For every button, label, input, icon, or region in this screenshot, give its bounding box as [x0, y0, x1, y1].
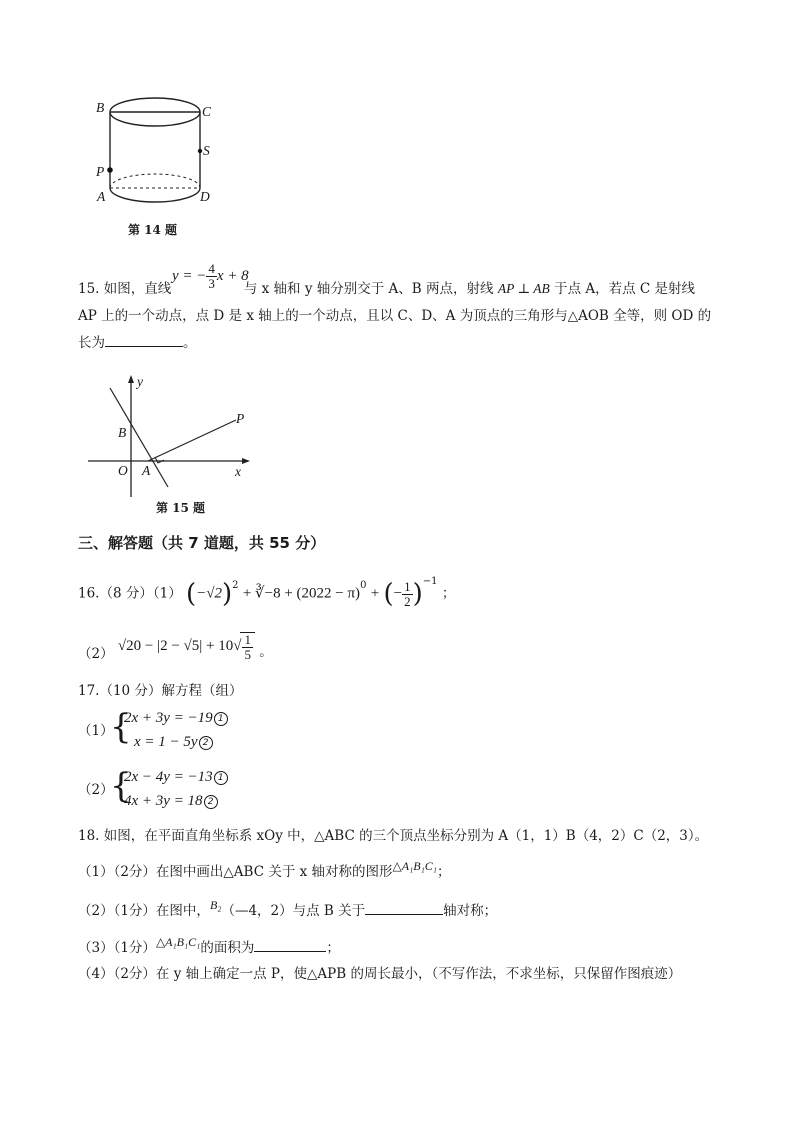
- q16-p2-fraction: [240, 632, 255, 662]
- q16-p2-expr: √20 − |2 − √5| + 10: [117, 638, 234, 654]
- q15-answer-blank[interactable]: [105, 332, 183, 347]
- q16-p2-label: （2）: [78, 646, 114, 662]
- q16-exp0: 0: [360, 580, 367, 591]
- q15-eq-rhs: x + 8: [216, 267, 249, 284]
- q18-p1-figure: △A₁B₁C₁: [392, 859, 437, 873]
- q15-eq-num: 4: [208, 261, 215, 276]
- q16-p2-end: 。: [259, 644, 273, 660]
- q18-p3-answer-blank[interactable]: [254, 937, 326, 952]
- q16-p1-fraction: [402, 580, 413, 609]
- q16-part2: （2） √20 − |2 − √5| + 10√ $\frac{1}{5}$ 。: [78, 631, 273, 662]
- q18-p1-text: （1）（2分）在图中画出△ABC 关于 x 轴对称的图形: [78, 864, 393, 880]
- q17-p1-eq2: x = 1 − 5y 2: [134, 734, 213, 751]
- q18-p3-figure: △A₁B₁C₁: [155, 935, 201, 949]
- q18-part2: [78, 900, 497, 921]
- q16-p1-a: −√2: [196, 585, 223, 602]
- label-P15: P: [236, 411, 245, 426]
- section-3-title: 三、解答题（共 7 道题，共 55 分）: [78, 534, 326, 552]
- q15-ap-ab: AP ⊥ AB: [497, 281, 550, 296]
- label-B15: B: [118, 425, 127, 440]
- q16-frac-num: 1: [404, 578, 411, 594]
- figure-14: [90, 88, 230, 238]
- q17-p2-eq1: 2x − 4y = −13 1: [124, 769, 228, 786]
- q18-part4: （4）（2分）在 y 轴上确定一点 P，使△APB 的周长最小，（不写作法，不求坐标，只保留作图痕迹）: [78, 966, 682, 982]
- q18-p3-text-b: 的面积为: [200, 940, 255, 956]
- q16-part1: 16.（8 分）（1） $(-√2)^2$ + ∛−8 + $(2022 - \pi)^0$ + (− $\frac{1}{2}$ )$^{-1}$ ；: [78, 576, 456, 609]
- q15-eq-den: 3: [208, 276, 215, 291]
- q17-p2-brace: {: [110, 766, 132, 806]
- q18-p2-answer-blank[interactable]: [365, 900, 443, 915]
- q16-p1-end: ；: [441, 585, 456, 602]
- label-A15: A: [142, 463, 151, 478]
- q15-line3: [78, 332, 197, 353]
- q18-p2-text-b: （—4，2）与点 B 关于: [221, 903, 366, 919]
- label-y: y: [137, 374, 143, 389]
- q18-part3: [78, 937, 340, 958]
- q18-p1-end: ；: [436, 864, 451, 880]
- q15-line3-end: 。: [183, 335, 197, 351]
- q15-line2: AP 上的一个动点，点 D 是 x 轴上的一个动点，且以 C、D、A 为顶点的三角形与△AOB 全等，则 OD 的: [78, 308, 712, 324]
- q16-exp2: 2: [232, 580, 239, 591]
- figure-14-caption: 第 14 题: [128, 223, 178, 237]
- figure-15-caption: 第 15 题: [156, 501, 206, 515]
- label-P: P: [96, 164, 105, 179]
- label-O: O: [118, 463, 128, 478]
- q16-number: 16.（8 分）（1）: [78, 585, 182, 602]
- label-S: S: [203, 143, 210, 158]
- q15-eq-lhs: y = −: [172, 267, 207, 284]
- q18-p3-end: ；: [326, 940, 340, 956]
- q16-expm1: −1: [422, 576, 438, 587]
- q16-p1-b: + ∛−8 + (2022 − π): [242, 585, 361, 602]
- q17-p1-brace: {: [110, 707, 132, 747]
- label-x: x: [235, 464, 241, 479]
- q16-p2-frac-num: 1: [244, 631, 251, 647]
- label-B: B: [96, 100, 105, 115]
- q16-p2-frac-den: 5: [244, 646, 251, 662]
- q17-p1-label: （1）: [78, 723, 114, 739]
- label-C: C: [202, 104, 212, 119]
- q18-intro: 18. 如图，在平面直角坐标系 xOy 中，△ABC 的三个顶点坐标分别为 A（1，1）B（4，2）C（2，3）。: [78, 828, 709, 844]
- q18-p2-text-a: （2）（1分）在图中，: [78, 903, 210, 919]
- figure-15: [88, 372, 258, 517]
- q16-frac-den: 2: [404, 593, 411, 609]
- q18-p3-text-a: （3）（1分）: [78, 940, 156, 956]
- q17-p1-eq1: 2x + 3y = −19 1: [124, 710, 228, 727]
- q15-line3-text: 长为: [78, 335, 105, 351]
- q18-p2-text-c: 轴对称；: [443, 903, 498, 919]
- coordinate-diagram: [88, 372, 258, 517]
- q18-part1: [78, 859, 451, 882]
- q16-p1-c: +: [370, 585, 380, 602]
- q17-p2-eq2: 4x + 3y = 18 2: [124, 793, 218, 810]
- q17-title: 17.（10 分）解方程（组）: [78, 683, 243, 699]
- q15-text-a: 与 x 轴和 y 轴分别交于 A、B 两点，射线: [243, 281, 494, 297]
- q15-line1: [78, 276, 696, 299]
- q15-text-b: 于点 A，若点 C 是射线: [554, 281, 696, 297]
- label-D: D: [200, 189, 210, 204]
- q18-p2-b2: B₂: [209, 898, 222, 912]
- q17-p2-label: （2）: [78, 782, 114, 798]
- q15-number: 15. 如图，直线: [78, 281, 172, 297]
- label-A: A: [97, 189, 106, 204]
